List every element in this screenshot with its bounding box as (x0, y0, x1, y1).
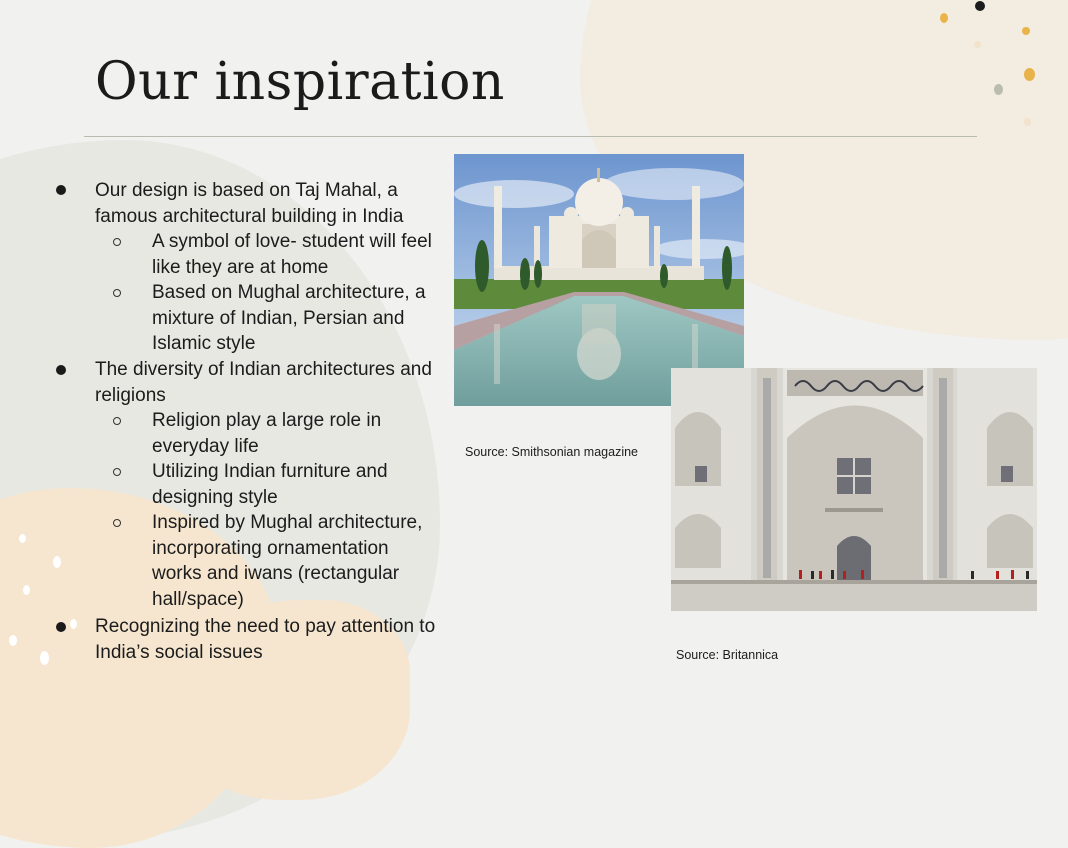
sub-bullet-marker (113, 519, 121, 527)
sub-bullet-item: Utilizing Indian furniture and designing style (152, 461, 388, 508)
sub-bullet-item: Based on Mughal architecture, a mixture of Indian, Persian and Islamic style (152, 282, 426, 355)
sub-bullet-marker (113, 417, 121, 425)
sub-bullet-item: Inspired by Mughal architecture, incorporating ornamentation works and iwans (rectangular hall/space) (152, 512, 423, 610)
taj-mahal-facade-photo (671, 368, 1037, 611)
sub-bullet-item: A symbol of love- student will feel like they are at home (152, 231, 432, 278)
slide-title: Our inspiration (95, 52, 505, 112)
image-caption: Source: Britannica (676, 648, 779, 662)
sub-bullet-marker (113, 238, 121, 246)
image-caption: Source: Smithsonian magazine (465, 445, 639, 459)
bullet-item: Recognizing the need to pay attention to India’s social issues (95, 616, 436, 663)
bullet-marker (56, 185, 66, 195)
bullet-item: The diversity of Indian architectures and religions (95, 359, 432, 406)
bullet-item: Our design is based on Taj Mahal, a famous architectural building in India (95, 180, 404, 227)
bullet-marker (56, 365, 66, 375)
sub-bullet-item: Religion play a large role in everyday life (152, 410, 382, 457)
sub-bullet-marker (113, 289, 121, 297)
bullet-marker (56, 622, 66, 632)
sub-bullet-marker (113, 468, 121, 476)
title-divider (84, 136, 977, 137)
